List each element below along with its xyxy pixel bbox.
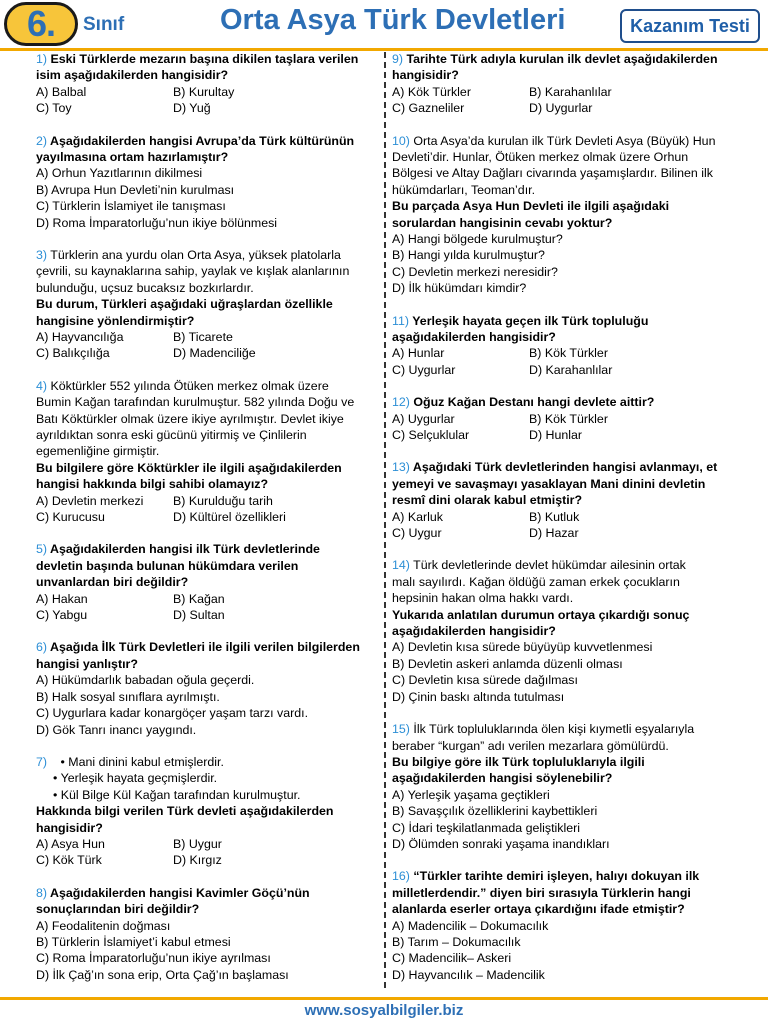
option-c: C) Kök Türk [36,853,102,868]
option-c: C) Uygur [392,526,442,541]
option-d: D) Madenciliğe [173,346,256,361]
question-1 [36,51,376,117]
column-divider [384,52,386,988]
option-a: A) Karluk [392,509,443,524]
question-text: Türklerin ana yurdu olan Orta Asya, yüksek platolarla [50,248,341,263]
question-number: 3) [36,248,48,263]
question-number: 10) [392,133,410,148]
question-text: malı sayılırdı. Kağan öldüğü zaman erkek çocukların [392,574,680,589]
right-column [392,51,760,983]
option-c: C) Madencilik– Askeri [392,951,512,966]
question-stem: hangisidir? [36,820,103,835]
option-c: C) Gazneliler [392,101,465,116]
question-stem: Aşağıdakilerden hangisi ilk Türk devletlerinde [50,542,320,557]
option-b: B) Halk sosyal sınıflara ayrılmıştı. [36,689,220,704]
question-text: Türk devletlerinde devlet hükümdar ailesinin ortak [413,558,686,573]
question-12 [392,394,760,443]
question-stem: devletin başında bulunan hükümdara verilen [36,558,299,573]
option-b: B) Tarım – Dokumacılık [392,934,521,949]
question-text: İlk Türk topluluklarında ölen kişi kıymetli eşyalarıyla [413,722,695,737]
question-text: beraber “kurgan” adı verilen mezarlara gömülürdü. [392,738,669,753]
question-11 [392,313,760,379]
question-stem: Aşağıdakilerden hangisi Kavimler Göçü’nün [50,885,310,900]
option-d: D) Karahanlılar [529,362,613,377]
option-d: D) Sultan [173,608,225,623]
grade-badge [4,2,78,46]
option-a: A) Feodalitenin doğması [36,918,171,933]
option-a: A) Yerleşik yaşama geçtikleri [392,787,550,802]
option-a: A) Madencilik – Dokumacılık [392,918,549,933]
option-a: A) Devletin kısa sürede büyüyüp kuvvetlenmesi [392,640,653,655]
page-header [0,0,768,49]
question-stem: hangisine yönlendirmiştir? [36,313,195,328]
question-7 [36,754,376,869]
question-text: egemenliğine girmiştir. [36,444,160,459]
question-number: 13) [392,460,410,475]
question-9 [392,51,760,117]
question-stem: “Türkler tarihte demiri işleyen, halıyı dokuyan ilk [413,869,700,884]
option-a: A) Balbal [36,84,87,99]
option-d: D) Kırgız [173,853,222,868]
question-number: 7) [36,754,48,769]
question-text: Köktürkler 552 yılında Ötüken merkez olmak üzere [50,378,329,393]
question-stem: aşağıdakilerden hangisidir? [392,624,556,639]
option-d: D) Ölümden sonraki yaşama inandıkları [392,836,610,851]
question-14 [392,557,760,705]
option-c: C) Kurucusu [36,510,105,525]
option-d: D) Gök Tanrı inancı yaygındı. [36,722,197,737]
page-title: Orta Asya Türk Devletleri [220,4,566,36]
option-c: C) Balıkçılığa [36,346,110,361]
question-stem: alanlarda eserler ortaya çıkardığını ifade etmiştir? [392,902,685,917]
option-b: B) Uygur [173,836,222,851]
bullet-item: • Kül Bilge Kül Kağan tarafından kurulmuştur. [53,787,301,802]
option-a: A) Hangi bölgede kurulmuştur? [392,232,563,247]
question-text: çevrili, su kaynaklarına sahip, yaylak ve kışlak alanlarının [36,264,350,279]
option-a: A) Uygurlar [392,411,455,426]
option-b: B) Kağan [173,591,225,606]
grade-word: Sınıf [83,14,125,35]
question-stem: hangisi yanlıştır? [36,656,138,671]
question-number: 11) [392,313,409,328]
option-b: B) Türklerin İslamiyet’i kabul etmesi [36,934,231,949]
option-a: A) Orhun Yazıtlarının dikilmesi [36,166,203,181]
option-b: B) Kurultay [173,84,235,99]
question-stem: Aşağıdaki Türk devletlerinden hangisi avlanmayı, et [412,460,718,475]
bullet-text: Mani dinini kabul etmişlerdir. [68,754,224,769]
option-c: C) İdari teşkilatlanmada geliştikleri [392,820,580,835]
question-6 [36,639,376,737]
option-d: D) Kültürel özellikleri [173,510,286,525]
question-stem: aşağıdakilerden hangisi söylenebilir? [392,771,613,786]
option-d: D) Uygurlar [529,101,593,116]
option-c: C) Roma İmparatorluğu’nun ikiye ayrılması [36,951,271,966]
question-text: hükümdarları, Teoman’dır. [392,182,536,197]
option-a: A) Hayvancılığa [36,330,124,345]
question-4 [36,378,376,526]
question-stem: yayılmasına ortam hazırlamıştır? [36,150,229,164]
question-stem: Bu bilgilere göre Köktürkler ile ilgili aşağıdakilerden [36,460,342,475]
question-stem: Aşağıda İlk Türk Devletleri ile ilgili verilen bilgilerden [50,640,360,655]
option-b: B) Kutluk [529,509,580,524]
question-stem: Bu parçada Asya Hun Devleti ile ilgili aşağıdaki [392,199,670,214]
question-text: Batı Köktürkler olmak üzere ikiye ayrılmıştır. Devlet ikiye [36,411,344,426]
question-stem: sorulardan hangisinin cevabı yoktur? [392,215,613,230]
question-stem: isim aşağıdakilerden hangisidir? [36,68,229,83]
option-c: C) Uygurlara kadar konargöçer yaşam tarzı vardı. [36,706,309,721]
option-b: B) Ticarete [173,330,233,345]
option-a: A) Asya Hun [36,836,105,851]
bullet-item: • Yerleşik hayata geçmişlerdir. [53,771,218,786]
question-stem: aşağıdakilerden hangisidir? [392,330,556,345]
option-b: B) Karahanlılar [529,84,612,99]
option-c: C) Türklerin İslamiyet ile tanışması [36,199,226,214]
question-text: hepsinin hakan olma hakkı vardı. [392,591,574,606]
option-c: C) Toy [36,101,72,116]
question-number: 1) [36,52,48,66]
question-text: Bölgesi ve Altay Dağları civarında yaşamışlardır. Bilinen ilk [392,166,713,181]
question-15 [392,721,760,852]
test-type-badge [620,9,760,43]
option-d: D) Hayvancılık – Madencilik [392,967,545,982]
question-stem: Yerleşik hayata geçen ilk Türk topluluğu [412,313,649,328]
question-stem: Tarihte Türk adıyla kurulan ilk devlet aşağıdakilerden [406,52,718,66]
option-b: B) Hangi yılda kurulmuştur? [392,248,545,263]
question-stem: unvanlardan biri değildir? [36,575,189,590]
question-number: 14) [392,558,410,573]
option-a: A) Kök Türkler [392,84,471,99]
question-10 [392,133,760,297]
question-13 [392,459,760,541]
option-d: D) Roma İmparatorluğu’nun ikiye bölünmesi [36,215,278,230]
question-stem: Yukarıda anlatılan durumun ortaya çıkardığı sonuç [392,607,690,622]
option-a: A) Hunlar [392,346,445,361]
question-8 [36,885,376,983]
question-number: 16) [392,869,410,884]
option-b: B) Kök Türkler [529,346,608,361]
test-type-label: Kazanım Testi [630,15,750,36]
bullet-text: Yerleşik hayata geçmişlerdir. [60,771,218,786]
question-16 [392,868,760,983]
option-b: B) Devletin askeri anlamda düzenli olması [392,656,623,671]
question-5 [36,541,376,623]
question-number: 2) [36,133,48,148]
question-stem: Bu bilgiye göre ilk Türk topluluklarıyla ilgili [392,754,645,769]
option-b: B) Avrupa Hun Devleti’nin kurulması [36,182,235,197]
option-d: D) Yuğ [173,101,211,116]
option-c: C) Devletin merkezi neresidir? [392,264,558,279]
option-d: D) Çinin baskı altında tutulması [392,689,565,704]
question-stem: hangisidir? [392,68,459,83]
question-2 [36,133,376,231]
question-stem: Bu durum, Türkleri aşağıdaki uğraşlardan özellikle [36,297,333,312]
question-stem: Hakkında bilgi verilen Türk devleti aşağıdakilerden [36,804,334,819]
option-c: C) Yabgu [36,608,88,623]
left-column [36,51,376,983]
option-a: A) Hükümdarlık babadan oğula geçerdi. [36,673,255,688]
question-stem: hangisi hakkında bilgi sahibi olamayız? [36,477,269,492]
question-number: 15) [392,722,410,737]
question-text: Devleti’dir. Hunlar, Ötüken merkez olmak üzere Orhun [392,150,689,164]
option-d: D) İlk hükümdarı kimdir? [392,281,527,296]
footer-rule [0,997,768,1000]
question-stem: Eski Türklerde mezarın başına dikilen taşlara verilen [50,52,359,66]
option-c: C) Uygurlar [392,362,456,377]
question-stem: resmî dini olarak kabul etmiştir? [392,493,583,508]
question-stem: milletlerdendir.” diyen biri sırasıyla Türklerin hangi [392,885,691,900]
question-number: 6) [36,640,48,655]
question-stem: sonuçlarından biri değildir? [36,902,200,917]
question-number: 9) [392,52,404,66]
option-a: A) Hakan [36,591,88,606]
bullet-text: Kül Bilge Kül Kağan tarafından kurulmuştur. [60,787,301,802]
question-stem: yemeyi ve savaşmayı yasaklayan Mani dinini devletin [392,476,706,491]
option-d: D) İlk Çağ’ın sona erip, Orta Çağ’ın başlaması [36,967,289,982]
footer-link[interactable]: www.sosyalbilgiler.biz [304,1002,464,1019]
option-b: B) Kök Türkler [529,411,608,426]
question-3 [36,247,376,362]
question-text: Orta Asya’da kurulan ilk Türk Devleti Asya (Büyük) Hun [413,133,716,148]
bullet-item: • Mani dinini kabul etmişlerdir. [60,754,224,769]
grade-number: 6. [26,3,56,44]
option-b: B) Kurulduğu tarih [173,493,273,508]
option-d: D) Hazar [529,526,579,541]
question-number: 4) [36,378,48,393]
question-number: 5) [36,542,48,557]
option-a: A) Devletin merkezi [36,493,144,508]
option-c: C) Devletin kısa sürede dağılması [392,673,578,688]
question-stem: Oğuz Kağan Destanı hangi devlete aittir? [413,395,655,410]
question-stem: Aşağıdakilerden hangisi Avrupa’da Türk kültürünün [50,133,355,148]
question-text: bulunduğu, uçsuz bucaksız bozkırlardır. [36,280,254,295]
option-c: C) Selçuklular [392,428,470,443]
question-text: ayrıldıktan sonra eski gücünü yitirmiş ve Çinlilerin [36,428,307,443]
question-text: Bumin Kağan tarafından kurulmuştur. 582 yılında Doğu ve [36,395,355,410]
question-number: 12) [392,395,410,410]
option-b: B) Savaşçılık özelliklerini kaybettikleri [392,804,598,819]
question-number: 8) [36,885,48,900]
option-d: D) Hunlar [529,428,583,443]
